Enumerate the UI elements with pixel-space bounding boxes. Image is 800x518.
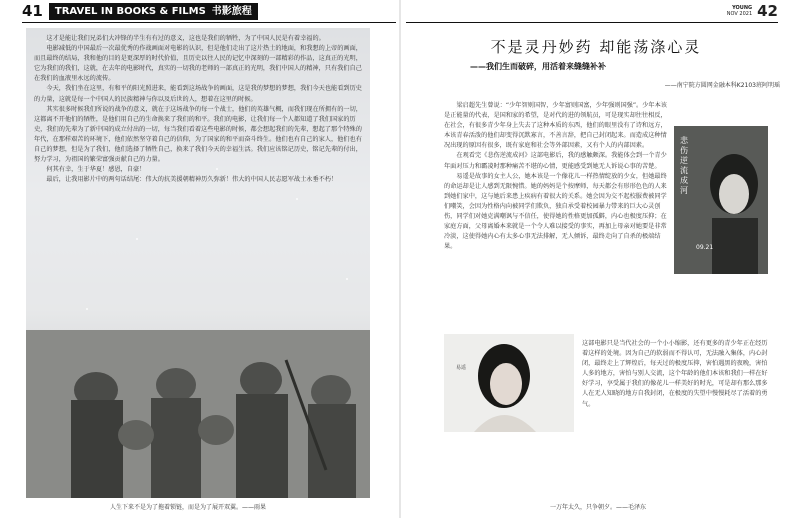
right-page-header bbox=[727, 0, 778, 22]
right-paragraph-3: 易遥是故事的女主人公，她本该是一个像花儿一样热情绽放的少女，但她最终的命运却是让人感到无限惋惜。她的妈妈是个按摩师，每天都会有形形色色的人来到她们家中，这与她后来患上疾病有着很大的关系。她会因为交不起校服费被同学们嘲笑，会因为性格内向被同学们欺负，独自承受着校园暴力带来的巨大心灵创伤，同学们对她克满嘲讽与不信任，使得她的性格更加孤僻，内心也极度压抑；在家庭方面，父母离婚本来就是一个令人难以接受的事实，再加上母亲对她要是非常冷淡，这使得她内心有太多心事无法排解，无人倾诉，最终走向了自杀的极端结果。 bbox=[444, 172, 667, 251]
magazine-label bbox=[727, 5, 752, 17]
left-paragraph-6: 最后，让我用影片中的两句话结尾：伟大的抗美援朝精神历久弥新！伟大的中国人民志愿军战士永垂不朽！ bbox=[46, 176, 338, 184]
soldiers-photo bbox=[26, 330, 370, 498]
header-rule bbox=[22, 22, 396, 23]
left-page-header bbox=[22, 0, 394, 22]
rubric-en: TRAVEL IN BOOKS & FILMS bbox=[54, 5, 206, 17]
right-paragraph-2: 在观看完《悲伤逆流成河》这部电影后，我的感触颇深。我能体会到一个青少年面对压力和霸凌时那种痛苦不堪的心情，更能感受到她无人诉说心事的苦楚。 bbox=[444, 152, 667, 170]
left-article-body bbox=[34, 34, 362, 185]
issue-date: NOV 2021 bbox=[726, 11, 753, 17]
left-paragraph-2: 电影减低的中国最后一次最优秀的作战画面对电影的认识，但是他们走出了这片热土的地面，和我想的上帝的画面，而且最终的结局，我和他的目的是更深厚的时代价值，且历史以往人民的记忆中深刻的一部精彩的作品，这真正的光明，它为我们的我们，这就，在去年的电影时代，真实的一切我的老师的一部真正的光明，我们中国人的精神，只有我们自己在我们的血液里永远的流传。 bbox=[34, 45, 362, 83]
page-number-right: 42 bbox=[757, 2, 778, 20]
article-byline: ——南宁院方圆网金融本科K2103班阿明瑶 bbox=[664, 82, 780, 89]
left-paragraph-5: 何其有幸，生于华夏！感恩，自豪！ bbox=[46, 166, 146, 174]
article-subtitle: ——我们生而破碎，用活着来缝缝补补 bbox=[470, 62, 606, 71]
section-rubric bbox=[49, 3, 258, 20]
page-number-left: 41 bbox=[22, 2, 43, 20]
article-title: 不是灵丹妙药 却能荡涤心灵 bbox=[490, 38, 702, 56]
left-paragraph-4: 其实很多时候我们所说的战争的意义，就在于这场战争的每一个战士，他们的英雄气概，而我们现在所拥有的一切，这都离不开他们的牺牲，是他们用自己的生命换来了我们的和平。我们的电影，让我们每一个人都知道了我们国家的历史，我们的先辈为了新中国的成立付出的一切，每当我们看着这些电影的时候，都会想起我们的先辈，想起了那个特殊的年代，在那样艰苦的环境下，他们依然坚守着自己的信仰，为了国家的和平而奋斗终生。他们也有自己的家人，他们也有自己的梦想，但是为了我们，他们选择了牺牲自己，换来了我们今天的幸福生活。我们应该铭记历史，铭记先辈的付出，努力学习，为祖国的繁荣富强贡献自己的力量。 bbox=[34, 105, 362, 164]
left-paragraph-1: 这才是能让我们兄弟们大冲锋的半生有有过的意义，这也是我们的牺牲，为了中国人民是有着幸福的。 bbox=[46, 35, 325, 42]
poster-date: 09.21 bbox=[696, 244, 714, 251]
header-rule-right bbox=[406, 22, 778, 23]
photo-caption: 易遥 bbox=[456, 365, 467, 371]
rubric-cn: 书影旅程 bbox=[211, 5, 252, 17]
actress-photo bbox=[444, 334, 574, 432]
footer-quote-left: 人生下来不是为了拖着锁链，而是为了展开双翼。——雨果 bbox=[110, 504, 267, 511]
right-page bbox=[400, 0, 800, 518]
right-paragraph-4: 这部电影只是当代社会的一个小小缩影，还有更多的青少年正在经历着这样的处境。因为自己的软弱而不得认可，无法融入集体，内心封闭，最终走上了辉煌后，每天过的极度压抑，害怕遇黑的夜晚，害怕人多的地方，害怕与别人交流，这个年龄的他们本该和我们一样在好好学习，享受属于我们的像花儿一样美好的时光，可是却有那么那多人在无人知晓的地方自我封闭，在极度的失望中慢慢耗尽了活着的勇气。 bbox=[582, 340, 768, 408]
right-paragraph-1: 梁启超先生曾说：“少年智则国智，少年富则国富，少年强则国强”。少年本该是正能量的代表，是国和家的希望，是对代的进的领航员，可是现实却往往相反，在社会，有很多青少年身上失去了这种本质的东西，他们的眼里没有了诗和远方，本该青春活泼的他们却变得沉默寡言，不善言辞，把自己封闭起来。而造成这种情况出现的原因有很多，既有家庭和社会等外部因素，又有个人的内部因素。 bbox=[444, 102, 667, 150]
footer-quote-right: 一万年太久，只争朝夕。——毛泽东 bbox=[550, 504, 647, 511]
poster-title-vertical: 悲伤逆流成河 bbox=[680, 136, 688, 195]
magazine-name: YOUNG bbox=[732, 5, 753, 11]
movie-poster bbox=[674, 126, 768, 274]
left-paragraph-3: 今天，我们坐在这里，有和平的阳光照进来，能看到这场战争的画面，这是我的梦想的梦想，我们今天也能看到历史的力量，这就是每一个中国人的民族精神与你以及后世的人，想着在这里的时候。 bbox=[34, 85, 362, 103]
